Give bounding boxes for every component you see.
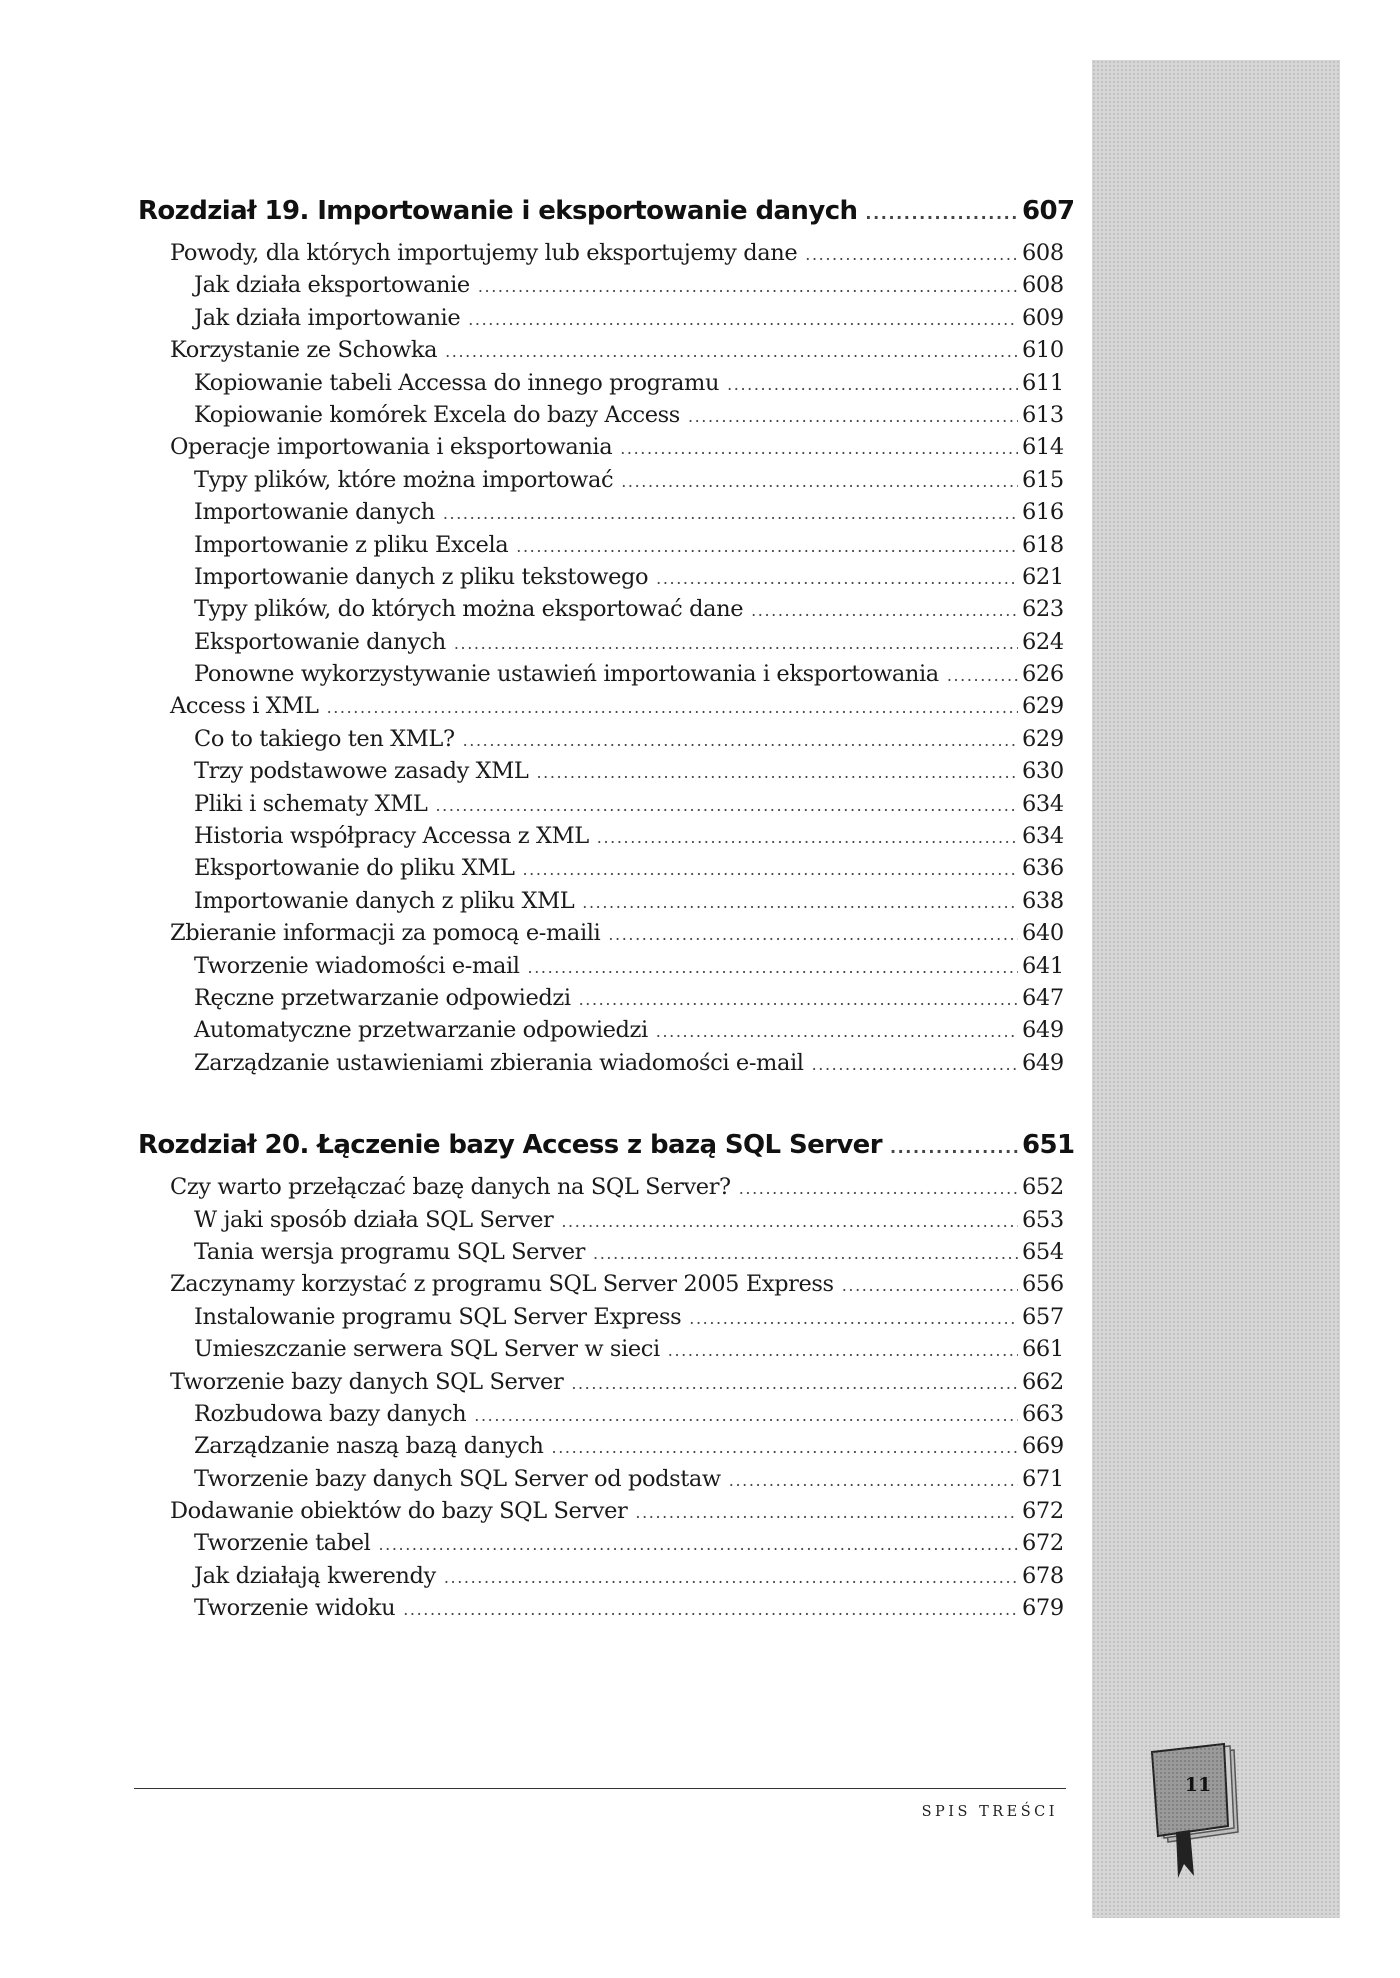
toc-entry: [138, 337, 1062, 369]
entry-title: Tworzenie bazy danych SQL Server od podstaw: [194, 1465, 721, 1492]
toc-entry: [138, 953, 1062, 985]
chapter-page: 607: [1022, 196, 1075, 226]
page-number: 11: [1184, 1774, 1212, 1796]
toc-entry: [138, 370, 1062, 402]
dot-leader: [571, 1374, 1018, 1393]
entry-title: Tworzenie tabel: [194, 1530, 371, 1557]
entry-title: Co to takiego ten XML?: [194, 725, 455, 752]
chapter-title: Rozdział 20. Łączenie bazy Access z bazą SQL Server: [138, 1130, 882, 1161]
toc-entry: [138, 1017, 1062, 1049]
toc-entry: [138, 402, 1062, 434]
dot-leader: [890, 1138, 1018, 1157]
entry-title: Importowanie z pliku Excela: [194, 531, 509, 558]
dot-leader: [668, 1341, 1018, 1360]
toc-entry: [138, 791, 1062, 823]
toc-entry: [138, 888, 1062, 920]
entry-title: W jaki sposób działa SQL Server: [194, 1206, 554, 1233]
entry-page: 647: [1022, 984, 1064, 1011]
dot-leader: [579, 990, 1018, 1009]
entry-page: 641: [1022, 952, 1064, 979]
entry-page: 616: [1022, 499, 1064, 526]
entry-title: Zbieranie informacji za pomocą e-maili: [170, 920, 601, 947]
dot-leader: [327, 698, 1018, 717]
toc-entry: [138, 434, 1062, 466]
dot-leader: [597, 828, 1018, 847]
entry-title: Historia współpracy Accessa z XML: [194, 823, 589, 850]
toc-entry: [138, 596, 1062, 628]
entry-page: 671: [1022, 1465, 1064, 1492]
toc-entry: [138, 1498, 1062, 1530]
dot-leader: [865, 204, 1018, 223]
entry-title: Zarządzanie ustawieniami zbierania wiadomości e-mail: [194, 1049, 804, 1076]
dot-leader: [688, 407, 1018, 426]
toc-entry: [138, 1207, 1062, 1239]
chapter-entries: [138, 1174, 1062, 1627]
bookmark-book-icon: [1140, 1736, 1260, 1886]
toc-entry: [138, 629, 1062, 661]
entry-page: 662: [1022, 1368, 1064, 1395]
entry-title: Typy plików, do których można eksportować dane: [194, 596, 744, 623]
entry-page: 624: [1022, 628, 1064, 655]
dot-leader: [727, 375, 1018, 394]
entry-page: 613: [1022, 401, 1064, 428]
dot-leader: [403, 1600, 1018, 1619]
entry-title: Tworzenie bazy danych SQL Server: [170, 1368, 564, 1395]
toc-entry: [138, 1174, 1062, 1206]
entry-title: Operacje importowania i eksportowania: [170, 434, 613, 461]
entry-title: Access i XML: [170, 693, 319, 720]
toc-entry: [138, 661, 1062, 693]
entry-page: 608: [1022, 272, 1064, 299]
toc-entry: [138, 1433, 1062, 1465]
toc-entry: [138, 1369, 1062, 1401]
entry-page: 611: [1022, 369, 1064, 396]
entry-title: Eksportowanie danych: [194, 628, 446, 655]
dot-leader: [474, 1406, 1018, 1425]
toc-entry: [138, 305, 1062, 337]
toc-entry: [138, 1530, 1062, 1562]
entry-title: Trzy podstawowe zasady XML: [194, 758, 529, 785]
entry-page: 649: [1022, 1017, 1064, 1044]
entry-title: Instalowanie programu SQL Server Express: [194, 1303, 682, 1330]
toc-entry: [138, 1401, 1062, 1433]
entry-page: 656: [1022, 1271, 1064, 1298]
dot-leader: [635, 1503, 1018, 1522]
entry-page: 634: [1022, 790, 1064, 817]
dot-leader: [947, 666, 1018, 685]
dot-leader: [561, 1212, 1018, 1231]
dot-leader: [443, 504, 1018, 523]
dot-leader: [378, 1535, 1018, 1554]
entry-page: 653: [1022, 1206, 1064, 1233]
dot-leader: [812, 1055, 1018, 1074]
entry-page: 638: [1022, 887, 1064, 914]
entry-page: 615: [1022, 466, 1064, 493]
toc-entry: [138, 693, 1062, 725]
toc-entry: [138, 1595, 1062, 1627]
chapter-entries: [138, 240, 1062, 1082]
dot-leader: [454, 634, 1018, 653]
dot-leader: [656, 569, 1018, 588]
entry-page: 621: [1022, 563, 1064, 590]
entry-page: 629: [1022, 725, 1064, 752]
dot-leader: [478, 277, 1018, 296]
entry-title: Zaczynamy korzystać z programu SQL Server 2005 Express: [170, 1271, 834, 1298]
entry-page: 610: [1022, 337, 1064, 364]
entry-page: 672: [1022, 1498, 1064, 1525]
dot-leader: [608, 925, 1018, 944]
table-of-contents: [138, 196, 1075, 1628]
entry-page: 618: [1022, 531, 1064, 558]
dot-leader: [435, 796, 1018, 815]
entry-title: Ponowne wykorzystywanie ustawień importowania i eksportowania: [194, 661, 939, 688]
chapter-spacer: [138, 1082, 1062, 1130]
dot-leader: [444, 1568, 1018, 1587]
entry-page: 614: [1022, 434, 1064, 461]
dot-leader: [656, 1022, 1018, 1041]
entry-page: 630: [1022, 758, 1064, 785]
toc-entry: [138, 1336, 1062, 1368]
dot-leader: [593, 1244, 1018, 1263]
entry-title: Kopiowanie komórek Excela do bazy Access: [194, 401, 680, 428]
dot-leader: [842, 1276, 1018, 1295]
chapter-heading: [138, 196, 1075, 240]
entry-title: Importowanie danych: [194, 499, 435, 526]
chapter-heading: [138, 1130, 1075, 1174]
entry-title: Umieszczanie serwera SQL Server w sieci: [194, 1336, 660, 1363]
dot-leader: [805, 245, 1018, 264]
entry-page: 649: [1022, 1049, 1064, 1076]
entry-page: 609: [1022, 304, 1064, 331]
toc-entry: [138, 1271, 1062, 1303]
toc-entry: [138, 855, 1062, 887]
entry-title: Tania wersja programu SQL Server: [194, 1238, 586, 1265]
toc-entry: [138, 726, 1062, 758]
toc-entry: [138, 1239, 1062, 1271]
entry-page: 623: [1022, 596, 1064, 623]
chapter-page: 651: [1022, 1130, 1075, 1161]
entry-title: Typy plików, które można importować: [194, 466, 614, 493]
dot-leader: [445, 342, 1018, 361]
entry-page: 608: [1022, 240, 1064, 266]
toc-entry: [138, 467, 1062, 499]
entry-title: Korzystanie ze Schowka: [170, 337, 438, 364]
entry-title: Powody, dla których importujemy lub eksportujemy dane: [170, 240, 798, 266]
entry-title: Zarządzanie naszą bazą danych: [194, 1433, 544, 1460]
toc-entry: [138, 823, 1062, 855]
entry-title: Importowanie danych z pliku XML: [194, 887, 575, 914]
dot-leader: [552, 1438, 1018, 1457]
toc-entry: [138, 1563, 1062, 1595]
entry-page: 679: [1022, 1595, 1064, 1622]
entry-page: 629: [1022, 693, 1064, 720]
dot-leader: [582, 893, 1018, 912]
toc-entry: [138, 758, 1062, 790]
dot-leader: [468, 310, 1018, 329]
entry-title: Tworzenie wiadomości e-mail: [194, 952, 520, 979]
entry-title: Dodawanie obiektów do bazy SQL Server: [170, 1498, 628, 1525]
entry-page: 634: [1022, 823, 1064, 850]
toc-entry: [138, 1050, 1062, 1082]
entry-title: Pliki i schematy XML: [194, 790, 428, 817]
dot-leader: [523, 860, 1019, 879]
dot-leader: [620, 439, 1018, 458]
footer-rule: [134, 1788, 1066, 1789]
dot-leader: [463, 731, 1018, 750]
entry-title: Czy warto przełączać bazę danych na SQL Server?: [170, 1174, 731, 1201]
entry-page: 640: [1022, 920, 1064, 947]
dot-leader: [751, 601, 1018, 620]
entry-title: Jak działa importowanie: [194, 304, 461, 331]
entry-page: 652: [1022, 1174, 1064, 1201]
section-label: SPIS TREŚCI: [921, 1804, 1058, 1820]
toc-entry: [138, 920, 1062, 952]
chapter-title: Rozdział 19. Importowanie i eksportowanie danych: [138, 196, 858, 226]
entry-title: Kopiowanie tabeli Accessa do innego programu: [194, 369, 720, 396]
toc-entry: [138, 1466, 1062, 1498]
dot-leader: [739, 1179, 1018, 1198]
toc-entry: [138, 532, 1062, 564]
side-strip: [1092, 60, 1340, 1918]
dot-leader: [689, 1309, 1018, 1328]
toc-entry: [138, 564, 1062, 596]
entry-page: 654: [1022, 1238, 1064, 1265]
entry-title: Jak działają kwerendy: [194, 1562, 436, 1589]
dot-leader: [536, 763, 1018, 782]
toc-entry: [138, 240, 1062, 272]
entry-page: 672: [1022, 1530, 1064, 1557]
entry-page: 657: [1022, 1303, 1064, 1330]
entry-title: Tworzenie widoku: [194, 1595, 396, 1622]
entry-title: Jak działa eksportowanie: [194, 272, 470, 299]
entry-title: Eksportowanie do pliku XML: [194, 855, 515, 882]
entry-title: Ręczne przetwarzanie odpowiedzi: [194, 984, 571, 1011]
entry-title: Importowanie danych z pliku tekstowego: [194, 563, 649, 590]
entry-title: Automatyczne przetwarzanie odpowiedzi: [194, 1017, 648, 1044]
toc-entry: [138, 272, 1062, 304]
toc-entry: [138, 1304, 1062, 1336]
entry-page: 626: [1022, 661, 1064, 688]
entry-page: 663: [1022, 1400, 1064, 1427]
entry-page: 669: [1022, 1433, 1064, 1460]
toc-entry: [138, 985, 1062, 1017]
dot-leader: [621, 472, 1018, 491]
dot-leader: [729, 1471, 1018, 1490]
dot-leader: [528, 958, 1018, 977]
entry-page: 661: [1022, 1336, 1064, 1363]
entry-page: 678: [1022, 1562, 1064, 1589]
entry-title: Rozbudowa bazy danych: [194, 1400, 467, 1427]
dot-leader: [516, 537, 1018, 556]
toc-entry: [138, 499, 1062, 531]
entry-page: 636: [1022, 855, 1064, 882]
